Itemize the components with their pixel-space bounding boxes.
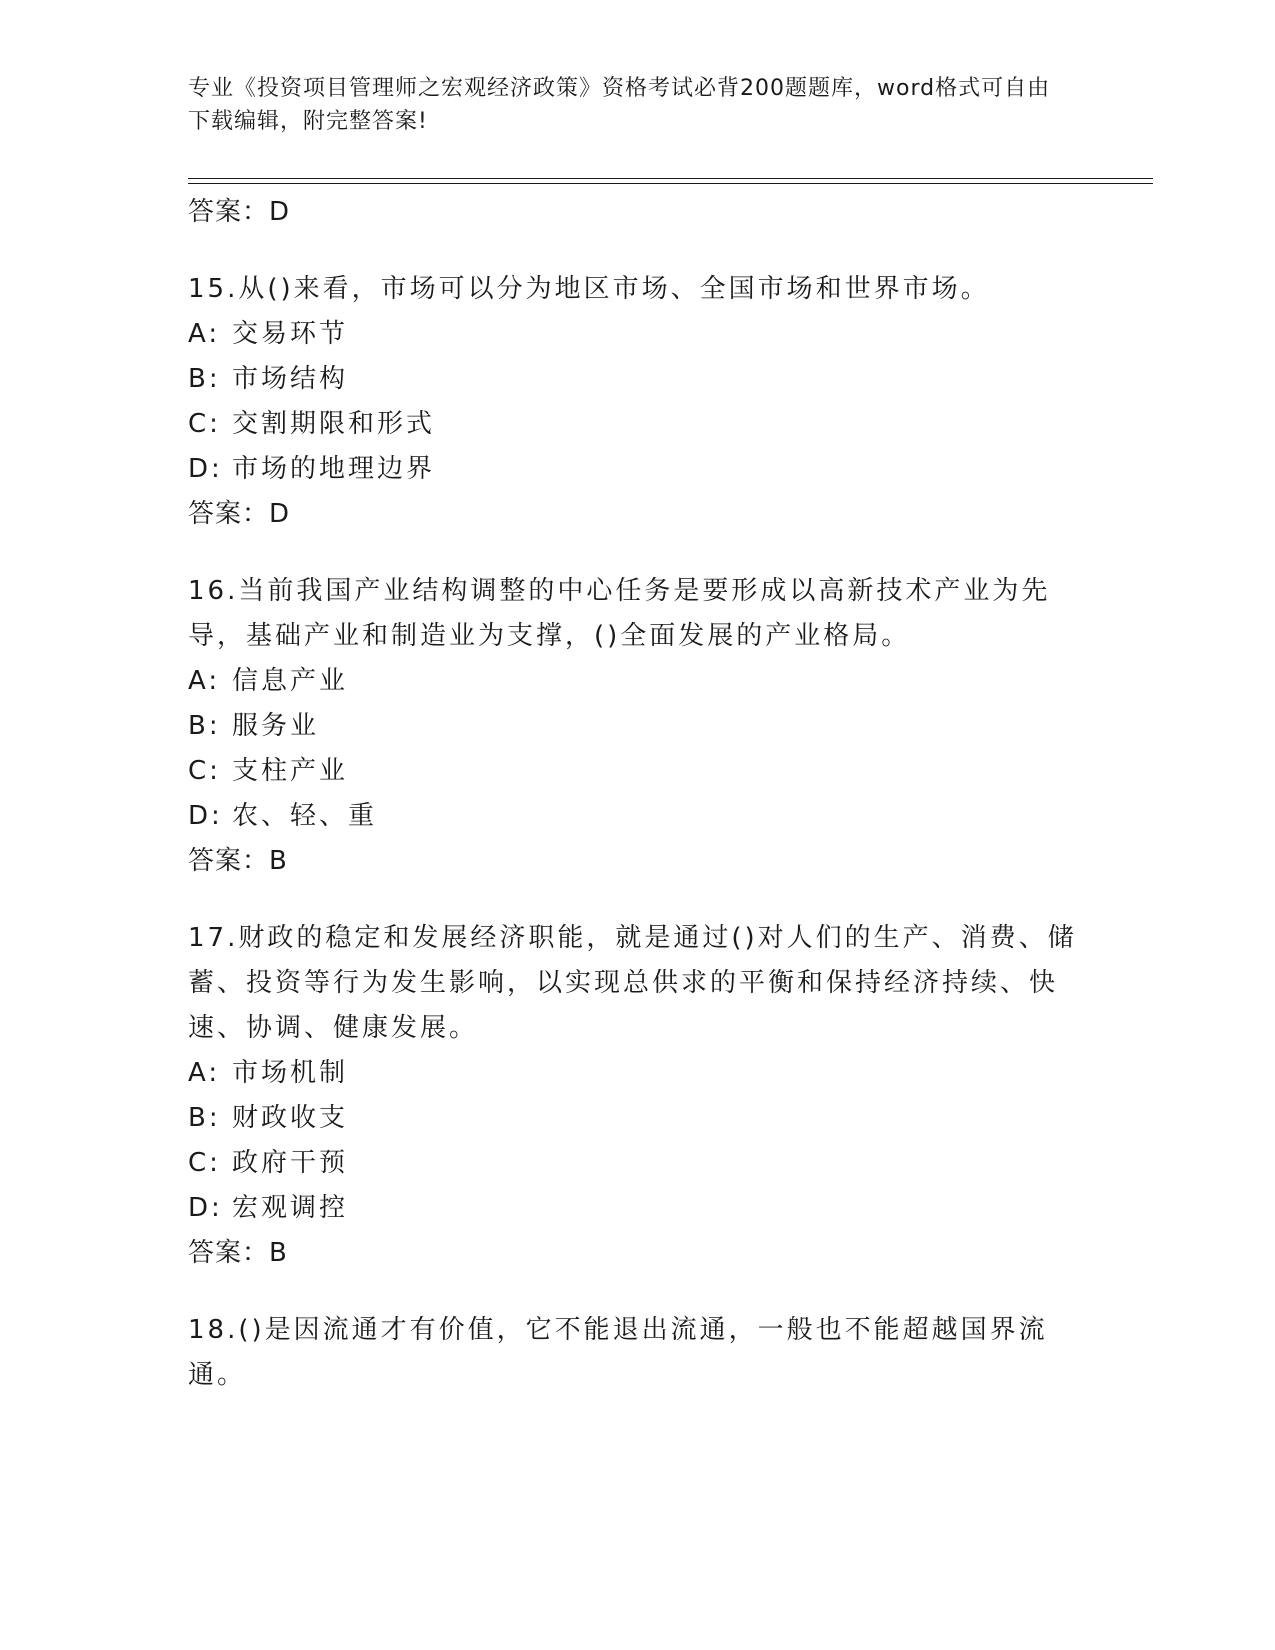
option-key: A:: [188, 1058, 221, 1088]
question-text: 16.当前我国产业结构调整的中心任务是要形成以高新技术产业为先导，基础产业和制造业为支撑，()全面发展的产业格局。: [188, 576, 1051, 651]
option-c: [188, 1141, 1088, 1186]
option-d: [188, 447, 1088, 492]
option-b: [188, 357, 1088, 402]
option-key: D:: [188, 1193, 223, 1223]
option-b: [188, 1096, 1088, 1141]
option-text: 宏观调控: [232, 1193, 349, 1223]
question-text: 15.从()来看，市场可以分为地区市场、全国市场和世界市场。: [188, 274, 990, 304]
option-text: 市场机制: [232, 1058, 349, 1088]
option-text: 财政收支: [232, 1103, 349, 1133]
option-text: 交割期限和形式: [232, 409, 436, 439]
question-text: 18.()是因流通才有价值，它不能退出流通，一般也不能超越国界流通。: [188, 1315, 1048, 1390]
option-key: B:: [188, 711, 221, 741]
option-text: 政府干预: [232, 1148, 349, 1178]
option-key: B:: [188, 1103, 221, 1133]
option-d: [188, 794, 1088, 839]
option-text: 支柱产业: [232, 756, 349, 786]
question-item: [188, 916, 1088, 1276]
option-a: [188, 312, 1088, 357]
option-key: D:: [188, 801, 223, 831]
option-b: [188, 704, 1088, 749]
option-text: 服务业: [232, 711, 320, 741]
option-c: [188, 749, 1088, 794]
option-a: [188, 659, 1088, 704]
answer-line: 答案：B: [188, 846, 288, 876]
option-d: [188, 1186, 1088, 1231]
question-item: [188, 1308, 1088, 1398]
answer-line: 答案：B: [188, 1238, 288, 1268]
header-divider-top: [188, 178, 1153, 179]
document-header: 专业《投资项目管理师之宏观经济政策》资格考试必背200题题库，word格式可自由下载编辑，附完整答案!: [188, 76, 1051, 134]
option-text: 信息产业: [232, 666, 349, 696]
option-text: 市场的地理边界: [232, 454, 436, 484]
option-text: 交易环节: [232, 319, 349, 349]
answer-line: 答案：D: [188, 499, 291, 529]
question-list: [188, 190, 1088, 1398]
option-text: 农、轻、重: [232, 801, 378, 831]
option-key: D:: [188, 454, 223, 484]
option-key: C:: [188, 409, 221, 439]
answer-line: 答案：D: [188, 197, 291, 227]
question-item: [188, 569, 1088, 884]
header-divider-bottom: [188, 183, 1153, 184]
option-key: C:: [188, 1148, 221, 1178]
option-key: B:: [188, 364, 221, 394]
option-c: [188, 402, 1088, 447]
question-item: [188, 267, 1088, 537]
option-key: C:: [188, 756, 221, 786]
question-text: 17.财政的稳定和发展经济职能，就是通过()对人们的生产、消费、储蓄、投资等行为发生影响，以实现总供求的平衡和保持经济持续、快速、协调、健康发展。: [188, 923, 1077, 1043]
option-key: A:: [188, 319, 221, 349]
option-a: [188, 1051, 1088, 1096]
option-text: 市场结构: [232, 364, 349, 394]
option-key: A:: [188, 666, 221, 696]
